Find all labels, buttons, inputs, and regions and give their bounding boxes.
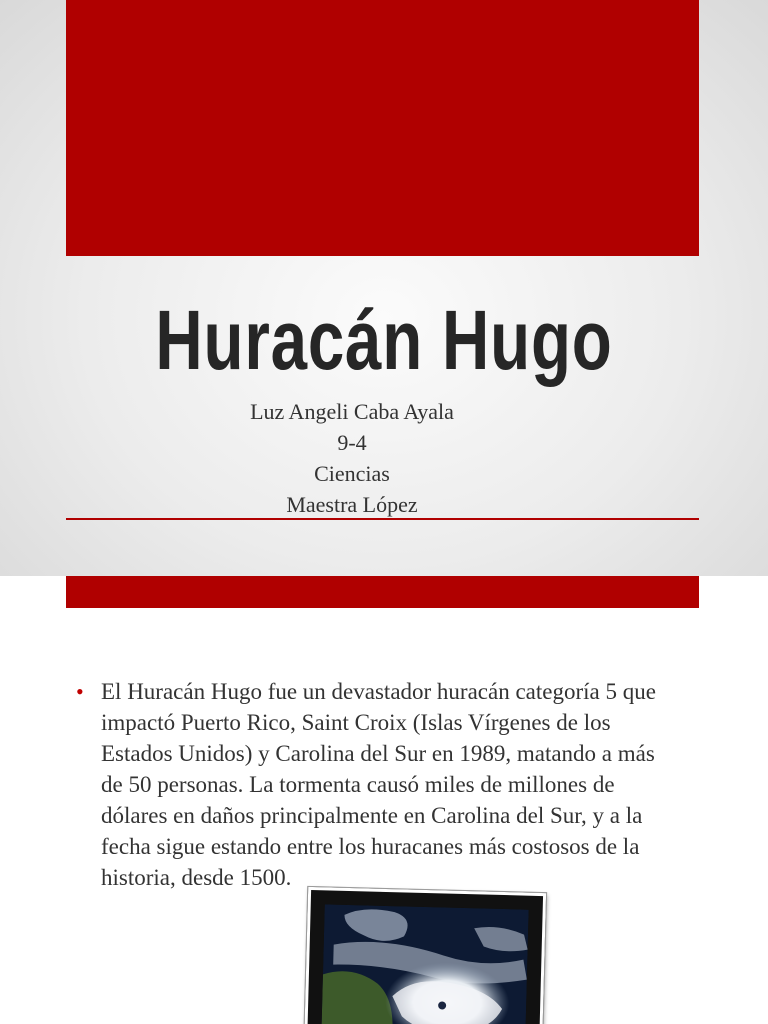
bullet-icon: • [76, 679, 84, 704]
header-red-band [66, 576, 699, 608]
hurricane-satellite-image [321, 904, 529, 1024]
subject: Ciencias [314, 461, 390, 486]
header-red-block [66, 0, 699, 256]
content-slide [0, 576, 768, 1024]
divider-line [66, 518, 699, 520]
author-name: Luz Angeli Caba Ayala [250, 399, 454, 424]
bullet-text: El Huracán Hugo fue un devastador huracán categoría 5 que impactó Puerto Rico, Saint Croix (Islas Vírgenes de los Estados Unidos) y Carolina del Sur en 1989, matando a más de 50 personas. La tormenta causó miles de millones de dólares en daños principalmente en Carolina del Sur, y a la fecha sigue estando entre los huracanes más costosos de la historia, desde 1500. [101, 679, 656, 890]
teacher-name: Maestra López [286, 492, 418, 517]
slide-subtitle [150, 396, 554, 520]
list-item [74, 676, 674, 893]
bullet-list [74, 676, 674, 893]
class-group: 9-4 [337, 430, 367, 455]
hurricane-photo-frame [304, 887, 546, 1024]
slide-title: Huracán Hugo [155, 293, 613, 387]
